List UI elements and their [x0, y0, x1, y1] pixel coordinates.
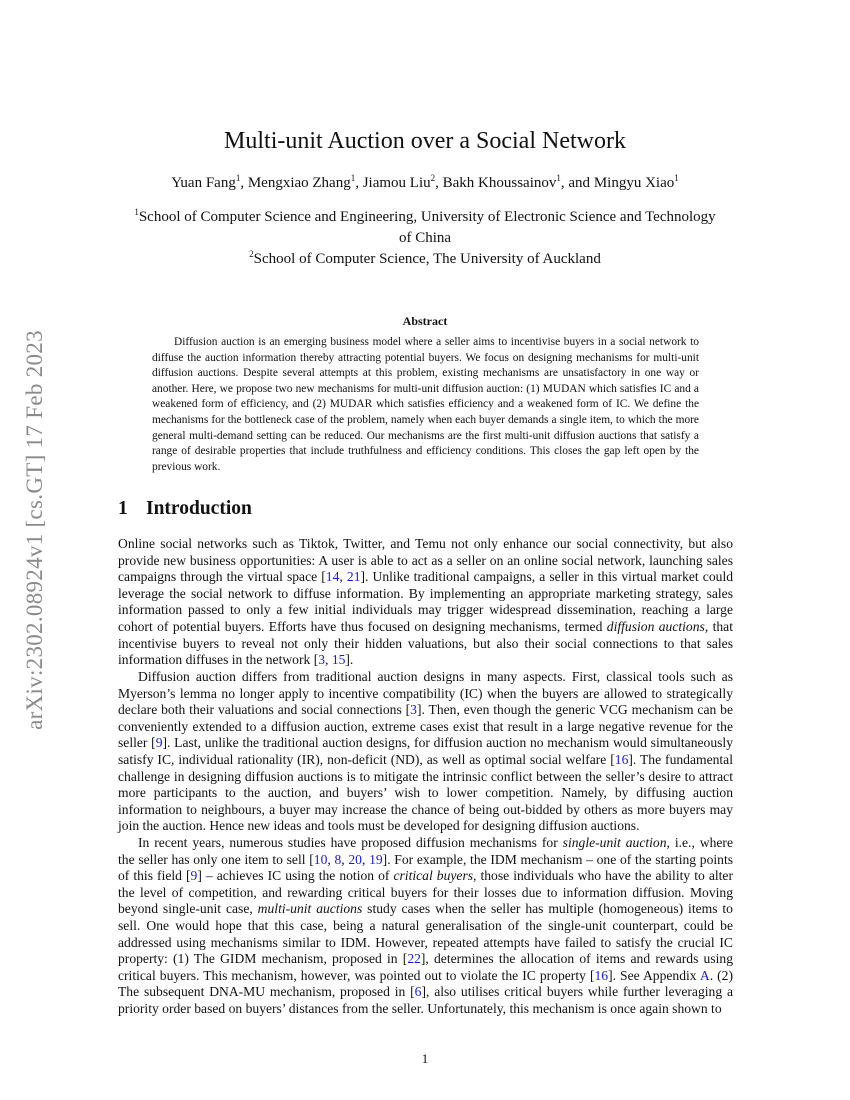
body-text: study cases when the seller has multiple (homogeneous) items to sell. One would hope that this case, being a natural generalisation of the single-unit counterpart, could be addressed using mechanisms similar to IDM. However, repeated attempts have failed to satisfy the crucial IC property: (1) The GIDM mechanism, proposed in [ — [118, 901, 733, 967]
citation-link[interactable]: 16 — [594, 967, 609, 983]
body-text: , — [361, 851, 370, 867]
citation-link[interactable]: 16 — [614, 751, 629, 767]
author-separator: , — [240, 175, 248, 191]
emphasized-term: multi-unit auctions — [257, 901, 363, 917]
body-text: , — [341, 851, 349, 867]
author-list — [0, 175, 850, 192]
author-affiliation-mark: 1 — [674, 173, 679, 183]
citation-link[interactable]: 3 — [410, 702, 417, 718]
section-number: 1 — [118, 498, 128, 519]
body-text: , those individuals who have the ability to alter the level of competition, and rewarding critical buyers for their losses due to information diffusion. Moving beyond single-unit case, — [118, 868, 733, 917]
body-text: Diffusion auction differs from traditional auction designs in many aspects. First, classical tools such as Myerson’s lemma no longer apply to incentive compatibility (IC) when the buyers are allowed to strategically declare both their valuations and social connections [ — [118, 669, 733, 718]
citation-link[interactable]: 6 — [414, 984, 422, 1000]
body-text: Online social networks such as Tiktok, Twitter, and Temu not only enhance our social connectivity, but also provide new business opportunities: A user is able to act as a seller on an online social network, launching sales campaigns through the virtual space [ — [118, 536, 733, 585]
intro-paragraph-3 — [118, 835, 733, 1018]
author-separator: , — [435, 175, 443, 191]
body-text: , — [327, 851, 335, 867]
abstract-body: Diffusion auction is an emerging business model where a seller aims to incentivise buyers in a social network to diffuse the auction information thereby attracting potential buyers. We focus on designing mechanisms for multi-unit diffusion auctions. Despite several attempts at this problem, existing mechanisms are unsatisfactory in one way or another. Here, we propose two new mechanisms for multi-unit diffusion auction: (1) MUDAN which satisfies IC and a weakened form of efficiency, and (2) MUDAR which satisfies efficiency and a weakened form of IC. We define the mechanisms for the bottleneck case of the problem, namely when each buyer demands a single item, to which the more general multi-demand setting can be reduced. Our mechanisms are the first multi-unit diffusion auctions that satisfy a range of desirable properties that include truthfulness and efficiency conditions. This closes the gap left open by the previous work. — [152, 336, 699, 473]
citation-link[interactable]: 21 — [346, 569, 361, 585]
affiliation-mark: 2 — [249, 249, 254, 259]
citation-link[interactable]: 22 — [407, 951, 421, 967]
citation-link[interactable]: A — [699, 967, 710, 983]
emphasized-term: diffusion auctions — [606, 618, 705, 634]
author-affiliation-mark: 1 — [350, 173, 356, 183]
body-text: ], also utilises critical buyers while further leveraging a priority order based on buyers’ distances from the seller. Unfortunately, this mechanism is once again shown to — [118, 984, 733, 1016]
citation-link[interactable]: 19 — [369, 851, 383, 867]
author-affiliation-mark: 1 — [556, 173, 561, 183]
citation-link[interactable]: 10 — [313, 851, 328, 867]
citation-link[interactable]: 9 — [155, 735, 163, 751]
paper-title: Multi-unit Auction over a Social Network — [224, 128, 626, 154]
author-separator: , — [355, 175, 363, 191]
citation-link[interactable]: 9 — [190, 868, 198, 884]
body-text: . (2) The subsequent DNA-MU mechanism, proposed in [ — [118, 967, 733, 1000]
citation-link[interactable]: 15 — [331, 652, 346, 668]
body-text: ]. The fundamental challenge in designing diffusion auctions is to mitigate the intrinsic conflict between the seller’s desire to attract more participants to the auction, and buyers’ wish to lower competition. Namely, by diffusing auction information to neighbours, a buyer may increase the chance of being out-bidded by others as more buyers may join the auction. Hence new ideas and tools must be developed for designing diffusion auctions. — [118, 751, 733, 834]
intro-paragraph-2 — [118, 669, 733, 835]
affiliation-1 — [130, 207, 720, 249]
body-text: , i.e., where the seller has only one item to sell [ — [118, 835, 733, 867]
body-text: , that incentivise buyers to reveal not only their hidden valuations, but also their social connections to that sales information diffuses in the network [ — [118, 618, 733, 668]
body-text: ]. — [345, 652, 354, 668]
author-name: Yuan Fang — [171, 175, 236, 191]
intro-paragraph-1 — [118, 536, 733, 669]
citation-link[interactable]: 14 — [325, 569, 340, 585]
author-name: Jiamou Liu — [362, 175, 431, 191]
body-text: ], determines the allocation of items and rewards using critical buyers. This mechanism, however, was pointed out to violate the IC property [ — [118, 951, 733, 983]
body-text: ] – achieves IC using the notion of — [197, 868, 394, 884]
author-affiliation-mark: 2 — [430, 173, 436, 183]
author-affiliation-mark: 1 — [235, 173, 241, 183]
body-text: In recent years, numerous studies have proposed diffusion mechanisms for — [138, 835, 563, 850]
author-name: Bakh Khoussainov — [442, 175, 557, 191]
emphasized-term: single-unit auction — [562, 835, 667, 850]
body-text: ]. Then, even though the generic VCG mechanism can be conveniently extended to a diffusion auction, extreme cases exist that result in a large negative revenue for the seller [ — [118, 702, 733, 751]
author-name: Mingyu Xiao — [593, 175, 675, 191]
citation-link[interactable]: 20 — [348, 851, 362, 867]
body-text: , — [325, 652, 332, 668]
citation-link[interactable]: 8 — [334, 851, 342, 867]
body-text: ]. See Appendix — [608, 967, 700, 983]
affiliation-2 — [130, 249, 720, 270]
affiliation-mark: 1 — [134, 207, 139, 217]
body-text: ]. Last, unlike the traditional auction designs, for diffusion auction no mechanism would simultaneously satisfy IC, individual rationality (IR), non-deficit (ND), as well as optimal social welfare [ — [118, 735, 733, 767]
arxiv-stamp-text: arXiv:2302.08924v1 [cs.GT] 17 Feb 2023 — [22, 330, 47, 730]
author-separator: , and — [560, 175, 594, 191]
citation-link[interactable]: 3 — [318, 652, 326, 668]
author-name: Mengxiao Zhang — [247, 175, 351, 191]
body-text: ]. Unlike traditional campaigns, a seller in this virtual market could leverage the social network to diffuse information. By implementing an appropriate marketing strategy, sales information passed to only a few initial individuals may trigger widespread dissemination, reaching a large cohort of potential buyers. Efforts have thus focused on designing mechanisms, termed — [118, 569, 734, 634]
page-number: 1 — [421, 1051, 429, 1066]
emphasized-term: critical buyers — [393, 868, 474, 884]
section-title: Introduction — [146, 498, 252, 519]
body-text: , — [339, 569, 347, 585]
abstract-heading: Abstract — [402, 314, 448, 328]
body-text: ]. For example, the IDM mechanism – one of the starting points of this field [ — [118, 851, 734, 884]
affiliation-text: School of Computer Science, The University of Auckland — [253, 251, 601, 267]
arxiv-stamp — [15, 295, 55, 765]
section-heading — [118, 498, 252, 520]
affiliation-text: School of Computer Science and Engineering, University of Electronic Science and Technology of China — [138, 209, 716, 246]
